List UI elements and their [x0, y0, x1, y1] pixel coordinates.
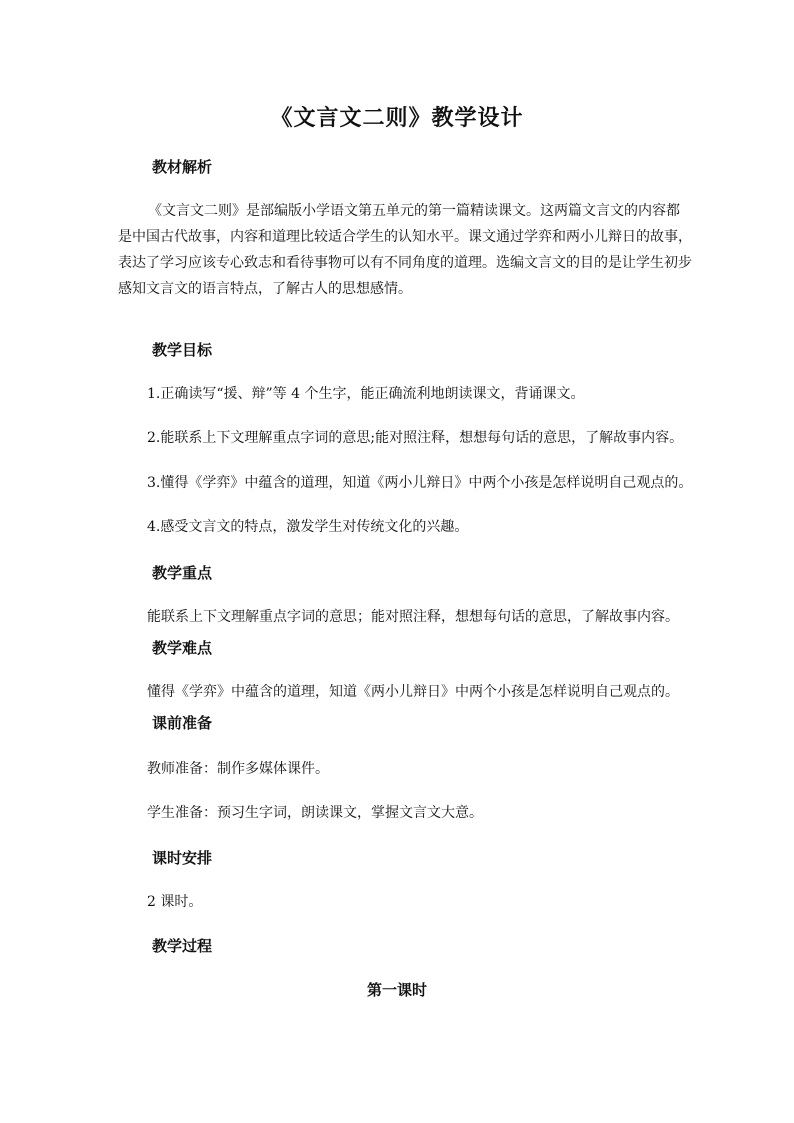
heading-difficulties: 教学难点 — [152, 639, 213, 657]
schedule-text: 2 课时。 — [147, 894, 203, 910]
goal-item-4: 4.感受文言文的特点，激发学生对传统文化的兴趣。 — [147, 519, 469, 535]
heading-goals: 教学目标 — [152, 341, 213, 359]
paragraph-textbook-analysis-text: 《文言文二则》是部编版小学语文第五单元的第一篇精读课文。这两篇文言文的内容都是中国古代故事，内容和道理比较适合学生的认知水平。课文通过学弈和两小儿辩日的故事，表达了学习应该专心致志和看待事物可以有不同角度的道理。选编文言文的目的是让学生初步感知文言文的语言特点，了解古人的思想感情。 — [118, 203, 692, 297]
key-points-text: 能联系上下文理解重点字词的意思；能对照注释，想想每句话的意思，了解故事内容。 — [147, 609, 679, 625]
heading-textbook-analysis: 教材解析 — [152, 158, 213, 176]
heading-preparation: 课前准备 — [152, 714, 213, 732]
heading-schedule: 课时安排 — [152, 849, 213, 867]
paragraph-textbook-analysis — [118, 198, 692, 302]
heading-key-points: 教学重点 — [152, 564, 213, 582]
goal-item-1: 1.正确读写“援、辩”等 4 个生字，能正确流利地朗读课文，背诵课文。 — [147, 386, 585, 402]
heading-process: 教学过程 — [152, 937, 213, 955]
document-title: 《文言文二则》教学设计 — [270, 105, 524, 131]
preparation-teacher: 教师准备：制作多媒体课件。 — [147, 761, 329, 777]
difficulties-text: 懂得《学弈》中蕴含的道理，知道《两小儿辩日》中两个小孩是怎样说明自己观点的。 — [147, 684, 679, 700]
goal-item-2: 2.能联系上下文理解重点字词的意思;能对照注释，想想每句话的意思，了解故事内容。 — [147, 430, 684, 446]
first-lesson-heading: 第一课时 — [366, 981, 427, 999]
goal-item-3: 3.懂得《学弈》中蕴含的道理，知道《两小儿辩日》中两个小孩是怎样说明自己观点的。 — [147, 475, 693, 491]
preparation-student: 学生准备：预习生字词，朗读课文，掌握文言文大意。 — [147, 805, 483, 821]
